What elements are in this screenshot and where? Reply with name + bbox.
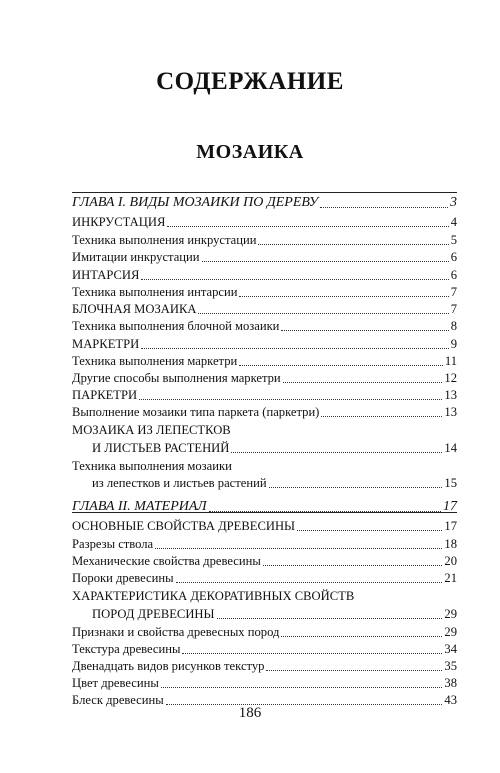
toc-entry-page: 6 [450, 268, 457, 282]
dot-leader [217, 618, 443, 619]
page-number: 186 [238, 705, 262, 721]
toc-entry-text: ХАРАКТЕРИСТИКА ДЕКОРАТИВНЫХ СВОЙСТВ [72, 589, 355, 603]
dot-leader [321, 416, 442, 417]
toc-entry-page: 12 [444, 371, 457, 385]
toc-entry [92, 436, 457, 456]
toc-entry-text: Двенадцать видов рисунков текстур [72, 659, 265, 673]
toc-entry-chapter-2 [72, 495, 457, 515]
toc-entry-text: Механические свойства древесины [72, 554, 261, 568]
toc-entry [72, 514, 457, 534]
toc-entry [72, 400, 457, 420]
section-title: МОЗАИКА [196, 141, 304, 163]
toc-entry-text: Другие способы выполнения маркетри [72, 371, 281, 385]
toc-entry-text: Техника выполнения инкрустации [72, 233, 257, 247]
toc-entry-page: 38 [444, 676, 457, 690]
dot-leader [167, 226, 448, 227]
toc-entry-page: 6 [450, 250, 457, 264]
toc-entry-text: Техника выполнения интарсии [72, 285, 238, 299]
toc-entry-text: ПАРКЕТРИ [72, 388, 138, 402]
toc-entry-text: ГЛАВА II. МАТЕРИАЛ [72, 499, 207, 514]
toc-entry-page: 5 [450, 233, 457, 247]
dot-leader [281, 330, 448, 331]
dot-leader [231, 452, 442, 453]
toc-entry-text: Признаки и свойства древесных пород [72, 625, 280, 639]
toc-entry-page: 29 [444, 607, 457, 621]
toc-entry-page: 3 [450, 195, 457, 210]
toc-entry-text: Имитации инкрустации [72, 250, 200, 264]
toc-entry-page: 13 [444, 405, 457, 419]
dot-leader [209, 511, 441, 512]
toc-entry [72, 566, 457, 586]
toc-entry-text: Выполнение мозаики типа паркета (паркетри) [72, 405, 320, 419]
dot-leader [202, 261, 449, 262]
toc-entry-page: 21 [444, 571, 457, 585]
toc-entry-page: 20 [444, 554, 457, 568]
toc-entry-text: Блеск древесины [72, 693, 164, 707]
toc-entry-text: ПОРОД ДРЕВЕСИНЫ [92, 607, 215, 621]
toc-entry-page: 17 [443, 499, 457, 514]
toc-entry [72, 245, 457, 265]
toc-entry-page: 18 [444, 537, 457, 551]
toc-entry-text: из лепестков и листьев растений [92, 476, 267, 490]
toc-entry [92, 602, 457, 622]
page-title: СОДЕРЖАНИЕ [156, 68, 344, 95]
toc-entry-page: 7 [450, 302, 457, 316]
toc-entry-page: 4 [450, 215, 457, 229]
toc-entry-text: МАРКЕТРИ [72, 337, 140, 351]
toc-entry [92, 471, 457, 491]
dot-leader [269, 487, 443, 488]
toc-entry-page: 34 [444, 642, 457, 656]
toc-entry-page: 7 [450, 285, 457, 299]
toc-entry-text: ИНТАРСИЯ [72, 268, 140, 282]
toc-entry-page: 14 [444, 441, 457, 455]
toc-entry-page: 29 [444, 625, 457, 639]
dot-leader [297, 530, 442, 531]
toc-entry-chapter-1 [72, 191, 457, 211]
toc-entry-text: И ЛИСТЬЕВ РАСТЕНИЙ [92, 441, 230, 455]
toc-entry-text: БЛОЧНАЯ МОЗАИКА [72, 302, 197, 316]
toc-entry-text: Разрезы ствола [72, 537, 154, 551]
toc-entry-page: 43 [444, 693, 457, 707]
toc-entry-text: ГЛАВА I. ВИДЫ МОЗАИКИ ПО ДЕРЕВУ [72, 195, 319, 210]
toc-entry-text: Цвет древесины [72, 676, 159, 690]
toc-entry [72, 210, 457, 230]
dot-leader [176, 582, 443, 583]
dot-leader [320, 207, 448, 208]
toc-entry [72, 314, 457, 334]
toc-entry-page: 13 [444, 388, 457, 402]
toc-entry-page: 17 [444, 519, 457, 533]
toc-entry-page: 15 [444, 476, 457, 490]
toc-entry-text: Техника выполнения мозаики [72, 459, 232, 473]
toc-entry-text: ИНКРУСТАЦИЯ [72, 215, 166, 229]
toc-entry-text: Техника выполнения маркетри [72, 354, 238, 368]
toc-entry-text: Пороки древесины [72, 571, 174, 585]
toc-entry-page: 35 [444, 659, 457, 673]
toc-entry-page: 11 [444, 354, 457, 368]
toc-entry [72, 584, 457, 604]
toc-entry-text: Техника выполнения блочной мозаики [72, 319, 280, 333]
toc-entry [72, 418, 457, 438]
toc-entry-page: 8 [450, 319, 457, 333]
toc-entry-text: МОЗАИКА ИЗ ЛЕПЕСТКОВ [72, 423, 231, 437]
toc-entry-text: Текстура древесины [72, 642, 181, 656]
toc-entry-page: 9 [450, 337, 457, 351]
toc-entry-text: ОСНОВНЫЕ СВОЙСТВА ДРЕВЕСИНЫ [72, 519, 296, 533]
